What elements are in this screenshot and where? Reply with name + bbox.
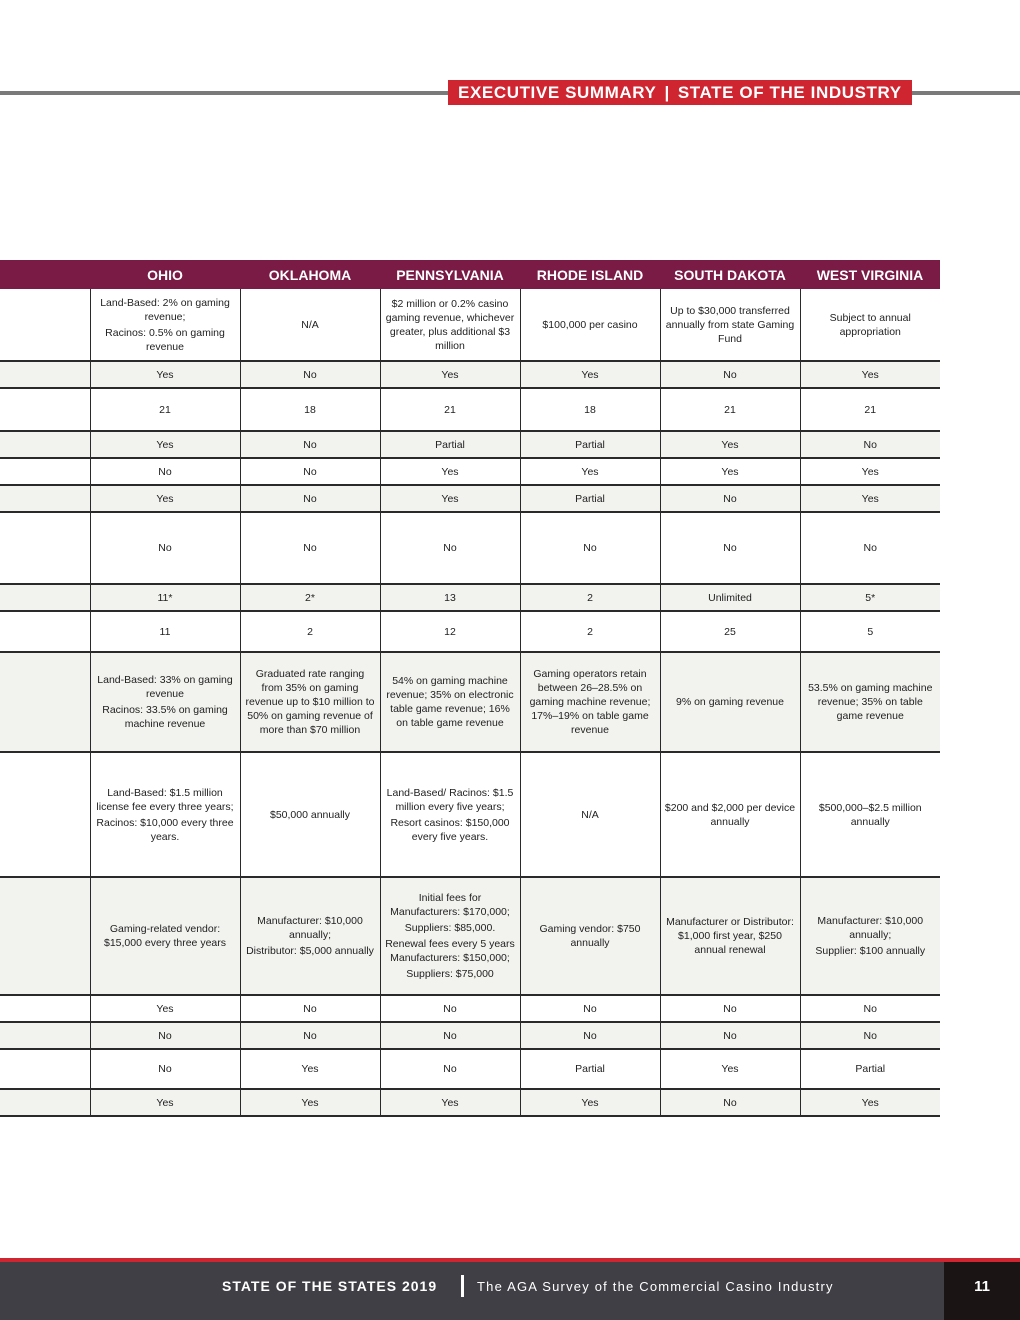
cell-text: No — [863, 1029, 877, 1042]
cell-text: Land-Based: 33% on gaming revenue — [97, 674, 233, 700]
cell-text: Partial — [435, 438, 465, 451]
cell-text: Distributor: $5,000 annually — [246, 945, 374, 957]
cell-text: No — [303, 438, 317, 451]
table-row — [0, 458, 940, 485]
table-cell — [0, 512, 90, 584]
cell-text: Yes — [721, 465, 739, 478]
table-cell — [800, 652, 940, 752]
table-cell — [380, 1089, 520, 1116]
table-cell — [0, 431, 90, 458]
cell-text: No — [583, 1029, 597, 1042]
cell-text: Yes — [156, 438, 174, 451]
table-cell — [380, 752, 520, 877]
cell-text: 2* — [305, 591, 315, 604]
table-cell — [90, 877, 240, 995]
table-cell — [380, 584, 520, 611]
table-cell — [660, 1022, 800, 1049]
cell-text: No — [158, 465, 172, 478]
table-cell — [380, 485, 520, 512]
cell-text: No — [443, 542, 457, 554]
table-cell — [520, 388, 660, 431]
footer-title: STATE OF THE STATES 2019 — [222, 1278, 438, 1294]
cell-text: 11* — [157, 591, 173, 604]
table-cell — [380, 388, 520, 431]
cell-text: Yes — [721, 1063, 739, 1075]
table-row — [0, 361, 940, 388]
cell-text: 21 — [864, 403, 877, 416]
table-cell — [90, 361, 240, 388]
table-cell — [660, 652, 800, 752]
table-cell — [520, 1049, 660, 1089]
table-cell — [0, 388, 90, 431]
cell-text: 5* — [865, 591, 876, 604]
table-cell — [800, 1022, 940, 1049]
table-cell — [800, 289, 940, 361]
table-cell — [90, 1089, 240, 1116]
table-cell — [660, 1089, 800, 1116]
table-cell — [800, 361, 940, 388]
table-cell — [90, 289, 240, 361]
cell-text: No — [723, 492, 737, 505]
cell-text: 25 — [724, 625, 736, 638]
table-cell — [800, 388, 940, 431]
subsection-title: STATE OF THE INDUSTRY — [677, 83, 902, 102]
table-row — [0, 1049, 940, 1089]
table-cell — [240, 1022, 380, 1049]
section-title: EXECUTIVE SUMMARY — [458, 83, 657, 102]
table-cell — [240, 361, 380, 388]
cell-text: Yes — [581, 1096, 599, 1109]
cell-text: Manufacturer or Distributor: $1,000 first year, $250 annual renewal — [666, 916, 794, 956]
table-cell — [90, 431, 240, 458]
table-cell — [90, 458, 240, 485]
cell-text: $2 million or 0.2% casino gaming revenue, whichever greater, plus additional $3 million — [385, 297, 515, 352]
cell-text: No — [303, 492, 317, 505]
table-cell — [240, 512, 380, 584]
footer-subtitle: The AGA Survey of the Commercial Casino Industry — [477, 1279, 834, 1294]
column-header — [0, 260, 90, 289]
cell-text: No — [158, 542, 172, 554]
table-cell — [90, 512, 240, 584]
table-cell — [520, 995, 660, 1022]
table-cell — [0, 877, 90, 995]
footer-divider — [461, 1275, 464, 1297]
cell-text: Gaming operators retain between 26–28.5% on gaming machine revenue; 17%–19% on table game revenue — [529, 668, 651, 736]
column-header-south-dakota: SOUTH DAKOTA — [660, 260, 800, 289]
table-cell — [660, 485, 800, 512]
table-cell — [520, 289, 660, 361]
table-cell — [660, 512, 800, 584]
cell-text: N/A — [581, 808, 599, 821]
table-cell — [240, 611, 380, 652]
cell-text: Land-Based/ Racinos: $1.5 million every five years; — [386, 786, 514, 813]
section-separator: | — [664, 83, 670, 102]
table-row — [0, 431, 940, 458]
table-cell — [240, 431, 380, 458]
cell-text: Renewal fees every 5 years Manufacturers: $150,000; — [385, 938, 515, 964]
column-header-ohio: OHIO — [90, 260, 240, 289]
table-cell — [520, 1089, 660, 1116]
table-cell — [240, 289, 380, 361]
table-row — [0, 752, 940, 877]
table-cell — [800, 1049, 940, 1089]
cell-text: Yes — [441, 465, 459, 478]
cell-text: No — [863, 438, 877, 451]
table-cell — [90, 1022, 240, 1049]
cell-text: No — [443, 1002, 457, 1015]
table-cell — [660, 458, 800, 485]
cell-text: No — [723, 368, 737, 381]
cell-text: No — [303, 368, 317, 381]
table-cell — [520, 485, 660, 512]
table-cell — [0, 485, 90, 512]
table-cell — [660, 361, 800, 388]
cell-text: 21 — [444, 403, 456, 416]
cell-text: Racinos: 0.5% on gaming revenue — [105, 326, 225, 353]
table-cell — [0, 584, 90, 611]
table-cell — [520, 458, 660, 485]
cell-text: No — [303, 1002, 317, 1015]
table-cell — [800, 877, 940, 995]
cell-text: 2 — [587, 625, 593, 638]
table-row — [0, 485, 940, 512]
table-cell — [240, 877, 380, 995]
cell-text: 18 — [304, 403, 316, 416]
page-number: 11 — [944, 1262, 1020, 1320]
table-cell — [240, 752, 380, 877]
cell-text: Yes — [156, 1096, 174, 1109]
cell-text: No — [583, 1002, 597, 1015]
table-cell — [380, 289, 520, 361]
cell-text: Graduated rate ranging from 35% on gaming revenue up to $10 million to 50% on gaming revenue of more than $70 million — [245, 668, 375, 736]
table-cell — [520, 877, 660, 995]
cell-text: Yes — [156, 368, 174, 381]
table-cell — [660, 289, 800, 361]
table-cell — [800, 584, 940, 611]
table-body — [0, 289, 940, 1116]
cell-text: No — [723, 1002, 737, 1015]
table-row — [0, 995, 940, 1022]
cell-text: Yes — [581, 465, 599, 478]
table-row — [0, 611, 940, 652]
table-cell — [520, 752, 660, 877]
column-header-rhode-island: RHODE ISLAND — [520, 260, 660, 289]
table-cell — [0, 289, 90, 361]
cell-text: Yes — [861, 465, 879, 478]
cell-text: No — [443, 1029, 457, 1042]
cell-text: No — [443, 1063, 457, 1075]
cell-text: 53.5% on gaming machine revenue; 35% on table game revenue — [808, 682, 933, 722]
cell-text: Yes — [581, 368, 599, 381]
cell-text: Up to $30,000 transferred annually from state Gaming Fund — [665, 304, 795, 345]
table-cell — [90, 752, 240, 877]
table-cell — [90, 1049, 240, 1089]
cell-text: Yes — [301, 1096, 319, 1109]
table-cell — [520, 652, 660, 752]
cell-text: No — [723, 1096, 737, 1109]
table-cell — [380, 877, 520, 995]
table-cell — [660, 584, 800, 611]
table-row — [0, 512, 940, 584]
cell-text: No — [863, 1002, 877, 1015]
table-cell — [240, 1049, 380, 1089]
table-cell — [0, 1022, 90, 1049]
table-cell — [380, 431, 520, 458]
table-cell — [240, 652, 380, 752]
table-cell — [380, 611, 520, 652]
cell-text: No — [723, 1029, 737, 1042]
table-cell — [240, 1089, 380, 1116]
table-cell — [660, 1049, 800, 1089]
table-cell — [800, 752, 940, 877]
table-cell — [0, 458, 90, 485]
table-cell — [90, 611, 240, 652]
table-cell — [800, 995, 940, 1022]
cell-text: $200 and $2,000 per device annually — [664, 801, 796, 828]
cell-text: Land-Based: $1.5 million license fee every three years; — [96, 786, 234, 813]
table-cell — [800, 611, 940, 652]
table-row — [0, 1089, 940, 1116]
table-cell — [520, 611, 660, 652]
cell-text: Yes — [721, 438, 739, 451]
cell-text: Subject to annual appropriation — [829, 311, 911, 338]
table-cell — [660, 995, 800, 1022]
cell-text: Yes — [861, 368, 879, 381]
cell-text: 21 — [724, 403, 736, 416]
table-cell — [380, 652, 520, 752]
cell-text: Yes — [861, 1096, 879, 1109]
cell-text: Partial — [575, 492, 605, 505]
cell-text: Yes — [441, 492, 459, 505]
table-cell — [0, 995, 90, 1022]
column-header-west-virginia: WEST VIRGINIA — [800, 260, 940, 289]
cell-text: No — [723, 542, 737, 554]
state-comparison-table — [0, 260, 940, 1117]
table-cell — [380, 995, 520, 1022]
table-cell — [800, 485, 940, 512]
table-cell — [380, 512, 520, 584]
table-cell — [0, 752, 90, 877]
table-cell — [800, 458, 940, 485]
cell-text: Supplier: $100 annually — [815, 945, 926, 957]
cell-text: 5 — [867, 625, 874, 638]
table-cell — [520, 584, 660, 611]
cell-text: 9% on gaming revenue — [676, 696, 784, 708]
table-row — [0, 652, 940, 752]
column-header-pennsylvania: PENNSYLVANIA — [380, 260, 520, 289]
cell-text: No — [158, 1063, 172, 1075]
table-cell — [380, 1022, 520, 1049]
cell-text: $500,000–$2.5 million annually — [818, 801, 922, 828]
cell-text: Yes — [156, 492, 174, 505]
table-cell — [520, 512, 660, 584]
cell-text: No — [583, 542, 597, 554]
cell-text: No — [863, 542, 877, 554]
cell-text: 13 — [444, 591, 456, 604]
cell-text: Yes — [861, 492, 879, 505]
cell-text: Yes — [441, 1096, 459, 1109]
cell-text: Yes — [301, 1063, 319, 1075]
cell-text: Racinos: $10,000 every three years. — [96, 816, 234, 843]
cell-text: Partial — [575, 1063, 605, 1075]
table-cell — [240, 485, 380, 512]
table-cell — [240, 388, 380, 431]
table-cell — [380, 458, 520, 485]
table-header-row — [0, 260, 940, 289]
table-cell — [520, 1022, 660, 1049]
table-cell — [90, 652, 240, 752]
cell-text: Manufacturer: $10,000 annually; — [817, 915, 924, 941]
table-cell — [800, 1089, 940, 1116]
cell-text: $100,000 per casino — [542, 318, 638, 331]
table-cell — [240, 458, 380, 485]
cell-text: Yes — [441, 368, 459, 381]
cell-text: Racinos: 33.5% on gaming machine revenue — [102, 704, 228, 730]
cell-text: Gaming-related vendor: $15,000 every three years — [104, 923, 226, 949]
table-cell — [240, 584, 380, 611]
cell-text: 2 — [307, 625, 313, 638]
cell-text: No — [303, 465, 317, 478]
table-cell — [660, 388, 800, 431]
table-row — [0, 584, 940, 611]
table-cell — [0, 1049, 90, 1089]
table-cell — [660, 431, 800, 458]
cell-text: Partial — [575, 438, 605, 451]
table-cell — [660, 611, 800, 652]
table-row — [0, 877, 940, 995]
table-cell — [0, 1089, 90, 1116]
cell-text: Initial fees for Manufacturers: $170,000; — [390, 892, 510, 918]
table-cell — [660, 877, 800, 995]
cell-text: Partial — [855, 1063, 886, 1075]
cell-text: 18 — [584, 403, 596, 416]
cell-text: $50,000 annually — [270, 808, 350, 821]
table-cell — [380, 1049, 520, 1089]
table-cell — [0, 611, 90, 652]
table-row — [0, 1022, 940, 1049]
table-cell — [90, 584, 240, 611]
cell-text: Unlimited — [708, 591, 752, 604]
table-cell — [520, 361, 660, 388]
table-cell — [90, 388, 240, 431]
table-cell — [90, 995, 240, 1022]
cell-text: Yes — [156, 1002, 174, 1015]
table-cell — [800, 512, 940, 584]
table-cell — [0, 361, 90, 388]
table-cell — [240, 995, 380, 1022]
table-cell — [800, 431, 940, 458]
table-row — [0, 388, 940, 431]
table-cell — [520, 431, 660, 458]
cell-text: Land-Based: 2% on gaming revenue; — [100, 296, 230, 323]
table-cell — [0, 652, 90, 752]
cell-text: No — [158, 1029, 172, 1042]
cell-text: N/A — [301, 318, 319, 331]
cell-text: Gaming vendor: $750 annually — [539, 923, 641, 949]
cell-text: Suppliers: $85,000. — [404, 922, 496, 934]
table-cell — [660, 752, 800, 877]
table-row — [0, 289, 940, 361]
cell-text: 2 — [587, 591, 593, 604]
cell-text: 11 — [159, 625, 171, 638]
table-cell — [90, 485, 240, 512]
cell-text: No — [303, 542, 317, 554]
column-header-oklahoma: OKLAHOMA — [240, 260, 380, 289]
cell-text: 54% on gaming machine revenue; 35% on electronic table game revenue; 16% on table game revenue — [386, 675, 514, 729]
cell-text: Manufacturer: $10,000 annually; — [257, 915, 363, 941]
table-cell — [380, 361, 520, 388]
cell-text: Suppliers: $75,000 — [406, 968, 494, 980]
cell-text: No — [303, 1029, 317, 1042]
cell-text: 21 — [159, 403, 171, 416]
cell-text: 12 — [444, 625, 456, 638]
section-header — [448, 80, 912, 105]
cell-text: Resort casinos: $150,000 every five years. — [390, 816, 510, 843]
